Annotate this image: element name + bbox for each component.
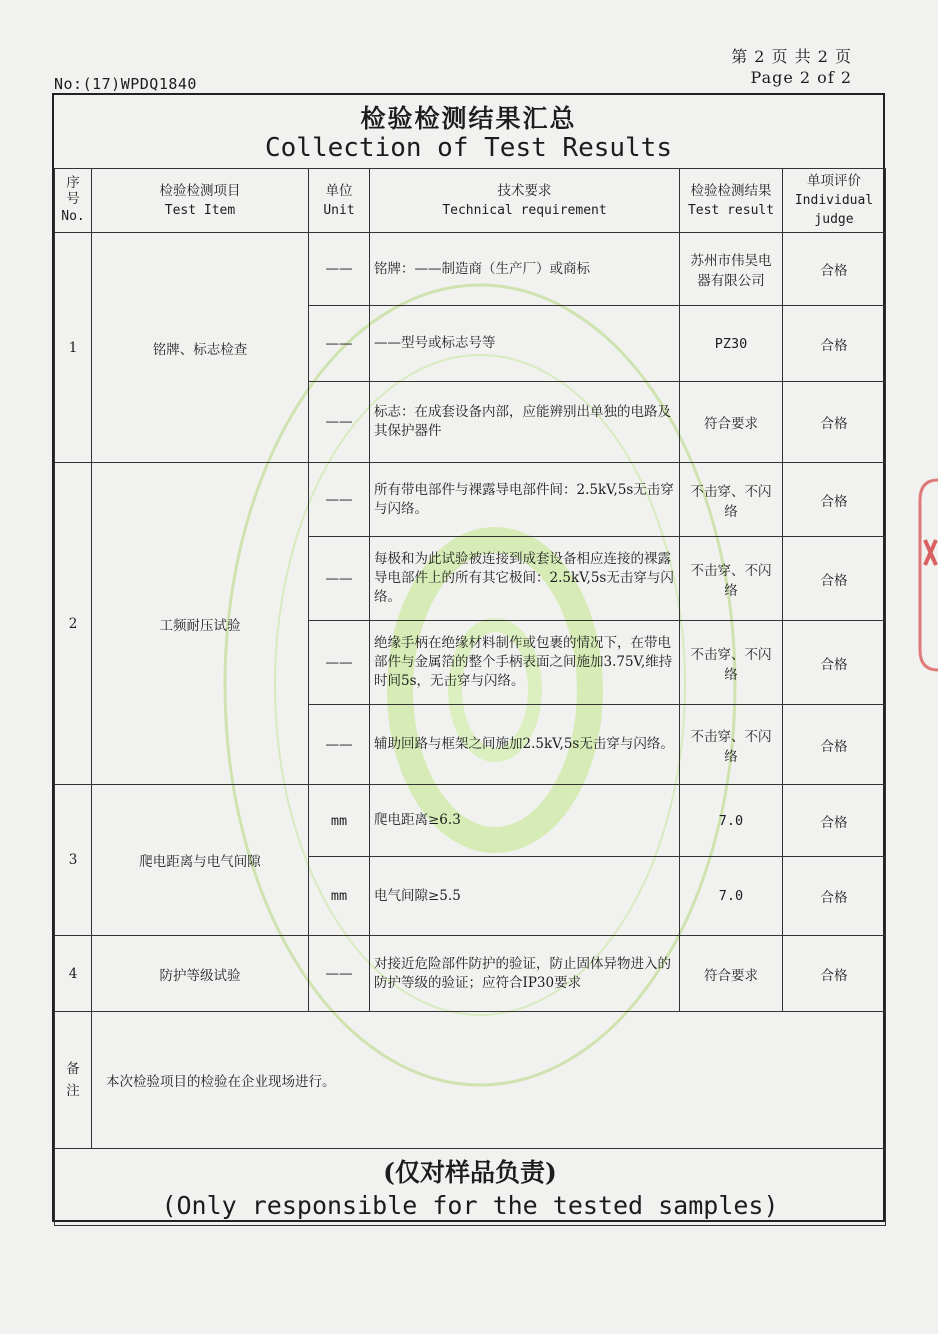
row-judge: 合格	[783, 233, 886, 306]
row-result: 符合要求	[680, 382, 783, 463]
row-requirement: 标志：在成套设备内部，应能辨别出单独的电路及其保护器件	[370, 382, 680, 463]
table-row	[55, 233, 886, 306]
col-header-result-zh: 检验检测结果	[690, 182, 772, 199]
footer-zh: (仅对样品负责)	[383, 1158, 557, 1187]
red-stamp	[908, 470, 938, 680]
row-unit: ——	[309, 537, 370, 621]
row-result: 不击穿、不闪络	[680, 537, 783, 621]
row-unit: ——	[309, 382, 370, 463]
col-header-unit-en: Unit	[323, 202, 355, 218]
row-unit: ——	[309, 233, 370, 306]
page-number-zh: 第 2 页 共 2 页	[731, 47, 852, 66]
row-judge: 合格	[783, 463, 886, 537]
table-row	[55, 936, 886, 1012]
col-header-item-en: Test Item	[164, 202, 236, 218]
table-header-row	[55, 169, 886, 233]
row-requirement: 铭牌：——制造商（生产厂）或商标	[370, 233, 680, 306]
row-unit: ——	[309, 621, 370, 705]
page-number-en: Page 2 of 2	[750, 68, 852, 87]
report-number: No:(17)WPDQ1840	[54, 75, 197, 93]
row-judge: 合格	[783, 785, 886, 857]
row-unit: ——	[309, 463, 370, 537]
page-number	[731, 46, 852, 88]
col-header-judge-zh: 单项评价	[807, 173, 861, 189]
row-requirement: 绝缘手柄在绝缘材料制作或包裹的情况下，在带电部件与金属箔的整个手柄表面之间施加3.75V,维持时间5s，无击穿与闪络。	[370, 621, 680, 705]
remarks-label	[55, 1012, 92, 1149]
col-header-judge-en: Individual judge	[794, 193, 874, 227]
table-row	[55, 785, 886, 857]
row-item: 工频耐压试验	[92, 463, 309, 785]
col-header-req-zh: 技术要求	[497, 182, 552, 199]
row-requirement: ——型号或标志号等	[370, 306, 680, 382]
footer-cell	[55, 1149, 886, 1226]
row-result: 符合要求	[680, 936, 783, 1012]
row-requirement: 电气间隙≥5.5	[370, 857, 680, 936]
row-judge: 合格	[783, 382, 886, 463]
row-result: 7.0	[680, 785, 783, 857]
row-result: 苏州市伟昊电器有限公司	[680, 233, 783, 306]
table-row	[55, 463, 886, 537]
row-item: 爬电距离与电气间隙	[92, 785, 309, 936]
title-zh: 检验检测结果汇总	[360, 104, 577, 133]
row-unit: mm	[309, 857, 370, 936]
row-judge: 合格	[783, 705, 886, 785]
row-item: 防护等级试验	[92, 936, 309, 1012]
row-result: PZ30	[680, 306, 783, 382]
col-header-no	[55, 169, 92, 233]
row-unit: ——	[309, 306, 370, 382]
row-result: 7.0	[680, 857, 783, 936]
col-header-item	[92, 169, 309, 233]
footer-row	[55, 1149, 886, 1226]
row-judge: 合格	[783, 936, 886, 1012]
title-en: Collection of Test Results	[265, 133, 672, 163]
col-header-unit-zh: 单位	[325, 182, 353, 199]
row-unit: ——	[309, 936, 370, 1012]
row-no: 3	[55, 785, 92, 936]
row-requirement: 每极和为此试验被连接到成套设备相应连接的裸露导电部件上的所有其它极间：2.5kV,5s无击穿与闪络。	[370, 537, 680, 621]
col-header-item-zh: 检验检测项目	[159, 182, 241, 199]
row-requirement: 对接近危险部件防护的验证，防止固体异物进入的防护等级的验证；应符合IP30要求	[370, 936, 680, 1012]
col-header-req	[370, 169, 680, 233]
row-no: 2	[55, 463, 92, 785]
results-sheet	[52, 93, 885, 1222]
row-unit: mm	[309, 785, 370, 857]
col-header-no-en: No.	[61, 209, 85, 224]
row-judge: 合格	[783, 537, 886, 621]
remarks-text: 本次检验项目的检验在企业现场进行。	[92, 1012, 886, 1149]
remarks-row	[55, 1012, 886, 1149]
row-result: 不击穿、不闪络	[680, 463, 783, 537]
footer-en: (Only responsible for the tested samples)	[161, 1191, 779, 1220]
row-requirement: 爬电距离≥6.3	[370, 785, 680, 857]
row-item: 铭牌、标志检查	[92, 233, 309, 463]
row-result: 不击穿、不闪络	[680, 705, 783, 785]
col-header-result-en: Test result	[687, 202, 775, 218]
col-header-unit	[309, 169, 370, 233]
row-judge: 合格	[783, 857, 886, 936]
col-header-judge	[783, 169, 886, 233]
row-no: 4	[55, 936, 92, 1012]
remarks-label-text: 备注	[66, 1061, 80, 1099]
row-unit: ——	[309, 705, 370, 785]
col-header-no-zh: 序号	[66, 175, 80, 207]
row-requirement: 所有带电部件与裸露导电部件间：2.5kV,5s无击穿与闪络。	[370, 463, 680, 537]
col-header-req-en: Technical requirement	[442, 202, 607, 218]
row-result: 不击穿、不闪络	[680, 621, 783, 705]
row-requirement: 辅助回路与框架之间施加2.5kV,5s无击穿与闪络。	[370, 705, 680, 785]
row-judge: 合格	[783, 306, 886, 382]
row-judge: 合格	[783, 621, 886, 705]
row-no: 1	[55, 233, 92, 463]
results-table	[54, 168, 886, 1226]
col-header-result	[680, 169, 783, 233]
